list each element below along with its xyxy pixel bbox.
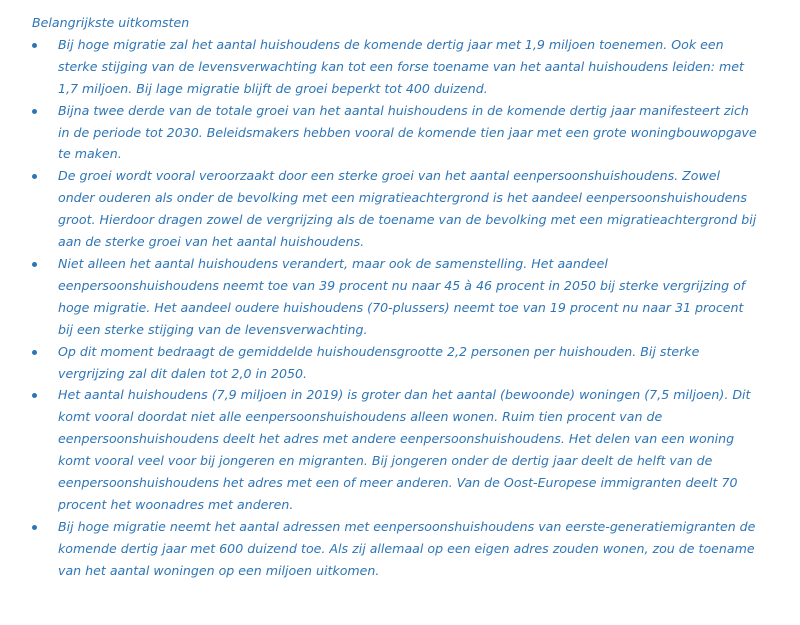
bullet-icon <box>32 525 37 530</box>
list-item <box>32 34 760 100</box>
bullet-icon <box>32 350 37 355</box>
list-item-text: Op dit moment bedraagt de gemiddelde huishoudensgrootte 2,2 personen per huishouden. Bij sterke vergrijzing zal dit dalen tot 2,0 in 2050. <box>58 343 700 381</box>
list-item-text: Niet alleen het aantal huishoudens verandert, maar ook de samenstelling. Het aandeel eenpersoonshuishoudens neemt toe van 39 procent nu naar 45 à 46 procent in 2050 bij sterke vergrijzing of hoge migratie. Het aandeel oudere huishoudens (70-plussers) neemt toe van 19 procent nu naar 31 procent bij een sterke stijging van de levensverwachting. <box>58 255 746 337</box>
list-item-text: Bij hoge migratie neemt het aantal adressen met eenpersoonshuishoudens van eerste-generatiemigranten de komende dertig jaar met 600 duizend toe. Als zij allemaal op een eigen adres zouden wonen, zou de toename van het aantal woningen op een miljoen uitkomen. <box>58 518 756 578</box>
list-item-text: Bij hoge migratie zal het aantal huishoudens de komende dertig jaar met 1,9 miljoen toenemen. Ook een sterke stijging van de levensverwachting kan tot een forse toename van het aantal huishoudens leiden: met 1,7 miljoen. Bij lage migratie blijft de groei beperkt tot 400 duizend. <box>58 36 744 96</box>
list-item <box>32 516 760 582</box>
bullet-icon <box>32 174 37 179</box>
list-item <box>32 341 760 385</box>
key-findings-list <box>32 34 760 582</box>
bullet-icon <box>32 262 37 267</box>
bullet-icon <box>32 43 37 48</box>
list-item-text: Het aantal huishoudens (7,9 miljoen in 2019) is groter dan het aantal (bewoonde) woningen (7,5 miljoen). Dit komt vooral doordat niet alle eenpersoonshuishoudens alleen wonen. Ruim tien procent van de eenpersoonshuishoudens deelt het adres met andere eenpersoonshuishoudens. Het delen van een woning komt vooral veel voor bij jongeren en migranten. Bij jongeren onder de dertig jaar deelt de helft van de eenpersoonshuishoudens het adres met een of meer anderen. Van de Oost-Europese immigranten deelt 70 procent het woonadres met anderen. <box>58 387 751 512</box>
list-item <box>32 253 760 341</box>
list-item <box>32 100 760 166</box>
list-item-text: De groei wordt vooral veroorzaakt door een sterke groei van het aantal eenpersoonshuishoudens. Zowel onder ouderen als onder de bevolking met een migratieachtergrond is het aandeel eenpersoonshuishoudens groot. Hierdoor dragen zowel de vergrijzing als de toename van de bevolking met een migratieachtergrond bij aan de sterke groei van het aantal huishoudens. <box>58 168 757 250</box>
bullet-icon <box>32 109 37 114</box>
bullet-icon <box>32 393 37 398</box>
section-heading: Belangrijkste uitkomsten <box>32 15 190 30</box>
list-item <box>32 384 760 515</box>
list-item-text: Bijna twee derde van de totale groei van het aantal huishoudens in de komende dertig jaar manifesteert zich in de periode tot 2030. Beleidsmakers hebben vooral de komende tien jaar met een grote woningbouwopgave te maken. <box>58 102 757 162</box>
list-item <box>32 165 760 253</box>
